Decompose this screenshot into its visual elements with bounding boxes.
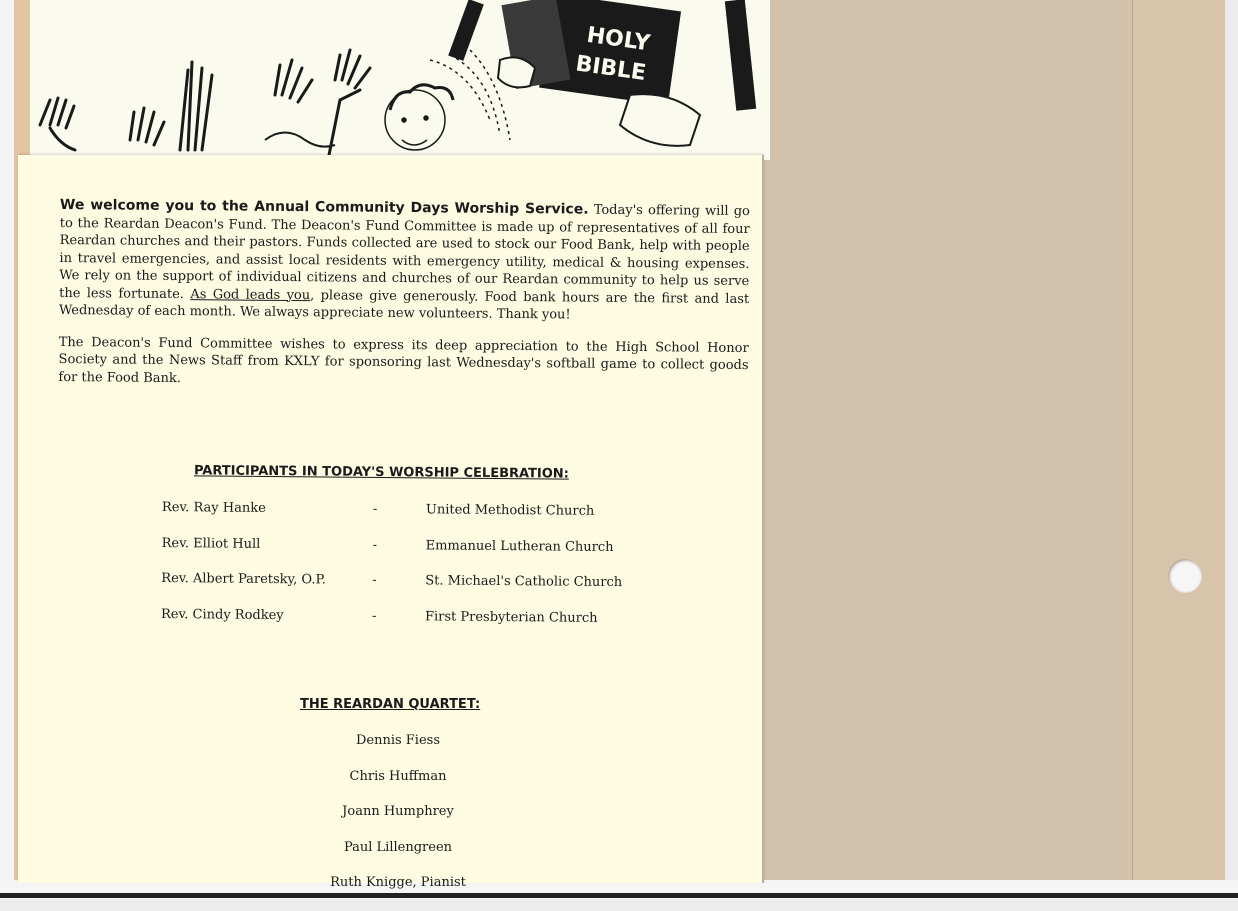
quartet-list	[248, 733, 548, 911]
welcome-lead: We welcome you to the Annual Community Days Worship Service.	[59, 197, 589, 218]
participant-dash: -	[372, 501, 378, 517]
participant-name: Rev. Cindy Rodkey	[160, 606, 284, 623]
illustration-strip	[30, 0, 770, 160]
participant-row	[157, 535, 657, 575]
participant-dash: -	[372, 537, 378, 553]
illustration-drawing	[30, 0, 770, 160]
participant-row	[157, 571, 657, 611]
book-title-line2: BIBLE	[573, 51, 648, 87]
quartet-member: Dennis Fiess	[355, 733, 441, 748]
participant-church: United Methodist Church	[425, 502, 595, 519]
participant-church: Emmanuel Lutheran Church	[425, 537, 614, 555]
participant-dash: -	[371, 608, 377, 624]
participant-name: Rev. Elliot Hull	[161, 535, 261, 552]
participant-dash: -	[372, 572, 377, 588]
quartet-member: Joann Humphrey	[342, 804, 454, 819]
tan-folder-flap	[1132, 0, 1225, 880]
welcome-section	[58, 197, 750, 406]
welcome-underlined-phrase: As God leads you	[190, 286, 311, 303]
appreciation-paragraph: The Deacon's Fund Committee wishes to express its deep appreciation to the High School Honor Society and the News Staff from KXLY for sponsoring last Wednesday's softball game to collect goods for the Food Bank.	[58, 334, 749, 386]
participant-name: Rev. Ray Hanke	[161, 500, 266, 516]
quartet-heading: THE REARDAN QUARTET:	[300, 697, 481, 712]
participant-row	[158, 500, 658, 540]
quartet-member: Paul Lillengreen	[343, 839, 453, 855]
welcome-body-part1: Today's offering will go to the Reardan Deacon's Fund. The Deacon's Fund Committee is made up of representatives of all four Reardan churches and their pastors. Funds collected are used to stock our Food Bank, help with people in travel emergencies, and assist local residents with emergency utility, medical & housing expenses. We rely on the support of individual citizens and churches of our Reardan community to help us serve the less fortunate.	[59, 202, 750, 302]
quartet-member: Ruth Knigge, Pianist	[330, 875, 466, 890]
participant-church: First Presbyterian Church	[424, 608, 598, 626]
welcome-paragraph	[59, 197, 750, 326]
participant-name: Rev. Albert Paretsky, O.P.	[161, 571, 326, 588]
punch-hole	[1168, 559, 1202, 593]
book-title-line1: HOLY	[585, 22, 652, 57]
scan-border	[0, 0, 14, 900]
program-sheet	[18, 155, 764, 890]
participant-church: St. Michael's Catholic Church	[425, 573, 623, 591]
participants-heading: PARTICIPANTS IN TODAY'S WORSHIP CELEBRATION:	[193, 463, 569, 482]
participant-row	[157, 606, 657, 646]
scan-bottom-line	[0, 893, 1238, 898]
participants-list	[157, 500, 658, 646]
tan-folder-panel	[752, 0, 1132, 880]
welcome-body-part2: , please give generously. Food bank hours are the first and last Wednesday of each month. We always appreciate new volunteers. Thank you!	[58, 287, 750, 323]
quartet-member: Chris Huffman	[349, 768, 447, 784]
